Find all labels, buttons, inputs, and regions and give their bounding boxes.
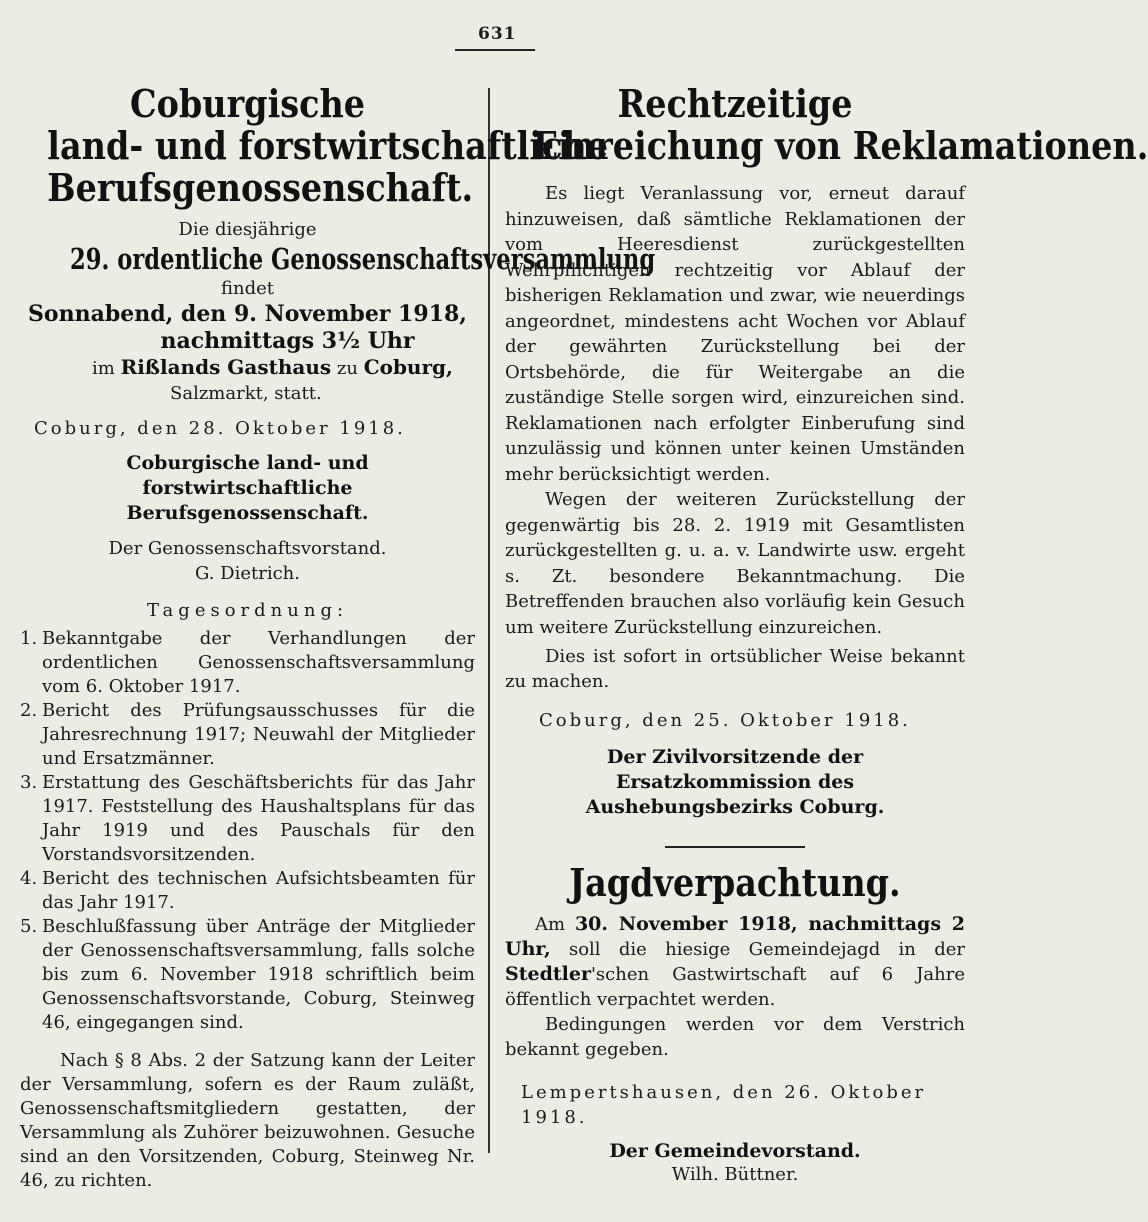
left-title-line-2: land- und forstwirtschaftliche <box>47 123 609 168</box>
left-place-prefix: im <box>92 358 115 379</box>
agenda-item <box>20 915 475 1035</box>
left-date-line: Sonnabend, den 9. November 1918, <box>28 301 467 327</box>
left-place-mid: zu <box>336 358 358 379</box>
right-signature: Der Zivilvorsitzende der Ersatzkommission des Aushebungsbezirks Coburg. <box>585 746 885 818</box>
agenda-title: Tagesordnung: <box>146 600 349 621</box>
hunt-title: Jagdverpachtung. <box>569 860 901 905</box>
hunt-place: Stedtler <box>505 963 591 985</box>
section-divider <box>665 846 805 848</box>
agenda-item <box>20 699 475 771</box>
agenda-item <box>20 771 475 867</box>
left-sign-board: Der Genossenschaftsvorstand. <box>108 538 387 559</box>
hunt-conditions: Bedingungen werden vor dem Verstrich bekannt gegeben. <box>505 1014 965 1060</box>
hunt-dateline: Lempertshausen, den 26. Oktober 1918. <box>521 1082 927 1128</box>
agenda-item <box>20 867 475 915</box>
agenda-item-number: 2. <box>20 700 38 721</box>
left-place-line <box>20 355 475 381</box>
agenda-item-text: Erstattung des Geschäftsberichts für das Jahr 1917. Feststellung des Haushaltsplans für das Jahr 1919 und des Pauschals für den Vorstandsvorsitzenden. <box>42 772 475 865</box>
left-title-line-1: Coburgische <box>129 81 366 126</box>
left-assembly: 29. ordentliche Genossenschaftsversammlung <box>70 242 656 276</box>
agenda-item-text: Bericht des technischen Aufsichtsbeamten für das Jahr 1917. <box>42 868 475 913</box>
agenda-item-text: Bekanntgabe der Verhandlungen der ordentlichen Genossenschaftsversammlung vom 6. Oktober 1917. <box>42 628 475 697</box>
right-dateline: Coburg, den 25. Oktober 1918. <box>539 710 911 731</box>
agenda-item-number: 5. <box>20 916 38 937</box>
left-sign-name: G. Dietrich. <box>194 563 300 584</box>
left-closing-paragraph: Nach § 8 Abs. 2 der Satzung kann der Leiter der Versammlung, sofern es der Raum zuläßt, Genossenschaftsmitgliedern gestatten, der Versammlung als Zuhörer beizuwohnen. Gesuche sind an den Vorsitzenden, Coburg, Steinweg Nr. 46, zu richten. <box>20 1050 475 1191</box>
hunt-am: Am <box>535 914 566 935</box>
left-sign-org: Coburgische land- und forstwirtschaftliche Berufsgenossenschaft. <box>126 452 369 524</box>
agenda-item-number: 1. <box>20 628 38 649</box>
right-body-paragraph-2: Wegen der weiteren Zurückstellung der gegenwärtig bis 28. 2. 1919 mit Gesamtlisten zurückgestellten g. u. a. v. Landwirte usw. ergeht s. Zt. besondere Bekanntmachung. Die Betreffenden brauchen also vorläufig kein Gesuch um weitere Zurückstellung einzureichen. <box>505 489 965 638</box>
page-number: 631 <box>478 24 517 44</box>
left-time-line: nachmittags 3½ Uhr <box>160 328 415 354</box>
agenda-item-text: Beschlußfassung über Anträge der Mitglieder der Genossenschaftsversammlung, falls solche bis zum 6. November 1918 schriftlich beim Genossenschaftsvorstande, Coburg, Steinweg 46, eingegangen sind. <box>42 916 475 1033</box>
left-title-line-3: Berufsgenossenschaft. <box>47 165 474 210</box>
right-column-notice <box>505 75 1148 1187</box>
left-findet: findet <box>220 278 274 299</box>
agenda-item-number: 4. <box>20 868 38 889</box>
left-intro: Die diesjährige <box>178 219 317 240</box>
left-place-city: Coburg, <box>363 355 453 379</box>
left-place-street: Salzmarkt, statt. <box>170 383 322 404</box>
page-number-rule <box>455 49 535 51</box>
agenda-item <box>20 627 475 699</box>
right-title-line-1: Rechtzeitige <box>617 81 853 126</box>
hunt-sign: Der Gemeindevorstand. <box>609 1140 861 1162</box>
hunt-name: Wilh. Büttner. <box>671 1164 799 1185</box>
right-title-line-2: Einreichung von Reklamationen. <box>532 123 1148 168</box>
hunt-paragraph <box>505 912 965 1012</box>
hunt-text-2: 'schen Gastwirtschaft auf 6 Jahre öffentlich verpachtet werden. <box>505 964 965 1010</box>
agenda-list <box>20 627 475 1035</box>
left-dateline: Coburg, den 28. Oktober 1918. <box>34 418 406 439</box>
hunt-text-1: soll die hiesige Gemeindejagd in der <box>568 939 965 960</box>
agenda-item-number: 3. <box>20 772 38 793</box>
left-place-name: Rißlands Gasthaus <box>120 355 332 379</box>
hunt-date: 30. November 1918, nachmittags 2 Uhr, <box>505 913 965 960</box>
agenda-item-text: Bericht des Prüfungsausschusses für die Jahresrechnung 1917; Neuwahl der Mitglieder und Ersatzmänner. <box>42 700 475 769</box>
right-body-paragraph-3: Dies ist sofort in ortsüblicher Weise bekannt zu machen. <box>505 646 965 692</box>
right-body-paragraph-1: Es liegt Veranlassung vor, erneut darauf hinzuweisen, daß sämtliche Reklamationen der vom Heeresdienst zurückgestellten Wehrpflichtigen rechtzeitig vor Ablauf der bisherigen Reklamation und zwar, wie neuerdings angeordnet, mindestens acht Wochen vor Ablauf der gewährten Zurückstellung bei der Ortsbehörde, die für Weitergabe an die zuständige Stelle sorgen wird, einzureichen sind. Reklamationen nach erfolgter Einberufung sind unzulässig und können unter keinen Umständen mehr berücksichtigt werden. <box>505 183 965 485</box>
